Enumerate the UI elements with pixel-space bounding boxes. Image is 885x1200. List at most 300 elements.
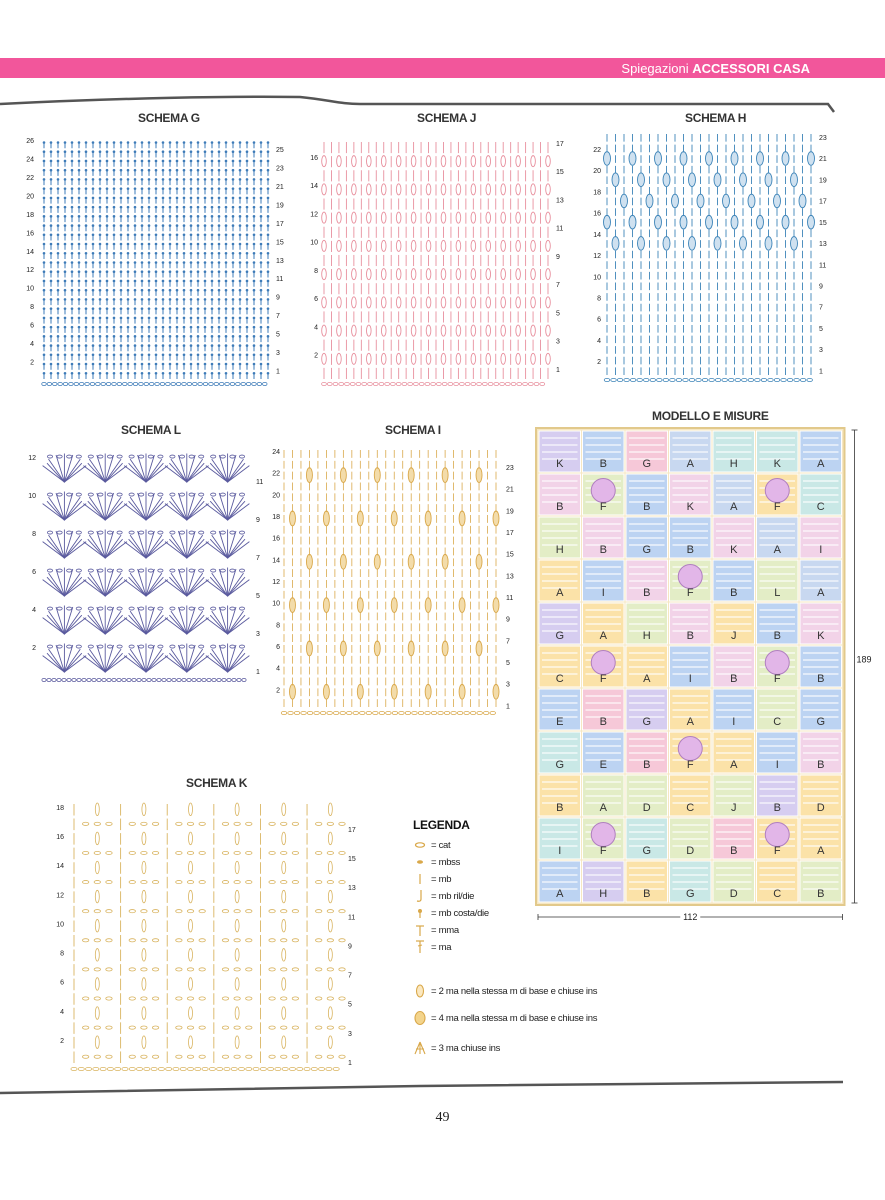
ridge-sc-icon	[413, 906, 429, 920]
motif-letter: D	[642, 802, 651, 814]
motif-letter: C	[773, 716, 782, 728]
motif-letter: H	[555, 544, 564, 556]
schema-g-row-number: 19	[276, 202, 284, 210]
schema-k-row-number: 6	[60, 979, 64, 987]
motif-square	[626, 861, 668, 902]
schema-j-row-number: 4	[314, 324, 318, 332]
schema-l-row-number: 11	[256, 479, 264, 486]
schema-h-row-number: 22	[593, 147, 601, 154]
schema-k-row-number: 16	[56, 834, 64, 842]
legend-label: = mb ril/die	[431, 890, 475, 902]
schema-i-row-number: 11	[506, 595, 514, 602]
motif-square	[626, 560, 668, 601]
motif-letter: B	[773, 802, 781, 814]
schema-k-title: SCHEMA K	[186, 776, 248, 790]
motif-square	[670, 474, 712, 515]
motif-square	[626, 689, 668, 730]
schema-h-row-number: 6	[597, 316, 601, 324]
schema-i-stitches	[284, 450, 499, 707]
schema-i-row-number: 18	[272, 514, 280, 521]
schema-g-title: SCHEMA G	[138, 111, 200, 125]
motif-square	[670, 689, 712, 730]
schema-i-row-number: 15	[506, 551, 514, 559]
legend-label: = mma	[431, 924, 459, 936]
motif-letter: F	[686, 759, 694, 771]
schema-g-row-number: 5	[276, 331, 280, 339]
motif-letter: G	[555, 630, 565, 642]
motif-square	[757, 603, 799, 644]
schema-g-row-number: 20	[26, 193, 34, 201]
single-crochet-icon	[413, 872, 429, 886]
schema-j-row-number: 12	[310, 211, 318, 219]
schema-i-row-number: 23	[506, 465, 514, 472]
schema-h-row-number: 15	[819, 219, 827, 227]
motif-square	[800, 818, 842, 859]
schema-i-chart	[266, 444, 522, 720]
motif-square	[670, 431, 712, 472]
schema-k-row-number: 9	[348, 943, 352, 951]
schema-h-row-number: 19	[819, 177, 827, 185]
motif-square	[626, 646, 668, 687]
schema-g-row-number: 6	[30, 322, 34, 330]
motif-square	[757, 818, 799, 859]
motif-letter: G	[816, 716, 826, 728]
schema-i-row-number: 3	[506, 681, 510, 689]
schema-j-row-number: 17	[556, 141, 564, 148]
cluster-2-icon	[413, 984, 429, 998]
legend-item	[413, 838, 450, 852]
motif-square	[713, 646, 755, 687]
motif-square	[670, 646, 712, 687]
legend-label: = mbss	[431, 856, 461, 868]
schema-l-row-number: 6	[32, 569, 36, 576]
motif-letter: G	[642, 458, 652, 470]
motif-letter: B	[817, 759, 825, 771]
motif-letter: A	[817, 587, 825, 599]
foundation-chain-row	[604, 378, 812, 381]
schema-k-row-number: 8	[60, 950, 64, 958]
schema-h-stitches	[604, 134, 815, 375]
schema-i-row-number: 6	[276, 644, 280, 651]
schema-l-title: SCHEMA L	[121, 423, 181, 437]
motif-letter: C	[773, 888, 782, 900]
motif-letter: G	[555, 759, 565, 771]
motif-square	[713, 732, 755, 773]
schema-k-row-number: 4	[60, 1008, 64, 1016]
motif-letter: I	[558, 845, 562, 857]
motif-letter: D	[816, 802, 825, 814]
section-header: Spiegazioni ACCESSORI CASA	[621, 61, 810, 76]
motif-letter: B	[643, 501, 651, 513]
motif-square	[670, 775, 712, 816]
motif-square	[713, 775, 755, 816]
schema-j-row-number: 1	[556, 366, 560, 374]
motif-letter: A	[730, 501, 738, 513]
cluster-4-icon	[413, 1011, 429, 1025]
schema-h-row-number: 23	[819, 135, 827, 142]
motif-square	[539, 517, 581, 558]
schema-k-row-number: 18	[56, 805, 64, 812]
motif-square	[539, 646, 581, 687]
motif-letter: B	[730, 587, 738, 599]
schema-i-row-number: 9	[506, 616, 510, 624]
schema-l-row-number: 10	[28, 493, 36, 500]
schema-l-stitches	[43, 454, 250, 673]
schema-g-row-number: 15	[276, 239, 284, 247]
motif-square	[583, 689, 625, 730]
cluster-3-icon	[413, 1041, 429, 1055]
legend-label: = mb	[431, 873, 452, 885]
schema-g-row-number: 11	[276, 276, 284, 284]
schema-g-row-number: 10	[26, 285, 34, 293]
motif-square	[670, 818, 712, 859]
motif-letter: D	[729, 888, 738, 900]
motif-square	[539, 560, 581, 601]
schema-g-row-number: 2	[30, 359, 34, 367]
schema-g-row-number: 21	[276, 183, 284, 191]
slip-stitch-icon	[413, 855, 429, 869]
schema-j-row-number: 10	[310, 239, 318, 247]
double-crochet-icon	[413, 940, 429, 954]
motif-square	[757, 431, 799, 472]
motif-letter: B	[730, 845, 738, 857]
motif-square	[626, 474, 668, 515]
motif-letter: I	[601, 587, 605, 599]
schema-l-row-number: 8	[32, 531, 36, 538]
motif-square	[757, 560, 799, 601]
schema-g-row-number: 1	[276, 368, 280, 376]
motif-square	[713, 517, 755, 558]
schema-g-row-number: 24	[26, 156, 34, 164]
motif-square	[626, 732, 668, 773]
chain-icon	[413, 838, 429, 852]
motif-square	[800, 732, 842, 773]
schema-j-row-number: 16	[310, 155, 318, 162]
motif-square	[539, 474, 581, 515]
schema-h-row-number: 10	[593, 274, 601, 282]
motif-square	[800, 861, 842, 902]
schema-i-row-number: 2	[276, 687, 280, 695]
schema-h-row-number: 4	[597, 337, 601, 345]
motif-letter: B	[643, 888, 651, 900]
motif-letter: F	[599, 501, 607, 513]
modello-blanket-diagram	[532, 426, 872, 924]
schema-h-row-number: 21	[819, 156, 827, 164]
legend-item	[413, 872, 451, 886]
schema-h-row-number: 16	[593, 210, 601, 218]
schema-g-row-number: 18	[26, 211, 34, 219]
motif-square	[539, 861, 581, 902]
motif-square	[539, 775, 581, 816]
back-loop-sc-icon	[413, 889, 429, 903]
motif-letter: E	[599, 759, 607, 771]
motif-square	[670, 732, 712, 773]
page-number: 49	[435, 1110, 450, 1125]
motif-letter: B	[556, 802, 564, 814]
schema-i-row-number: 7	[506, 638, 510, 646]
motif-letter: G	[642, 544, 652, 556]
schema-g-row-number: 9	[276, 294, 280, 302]
schema-g-row-number: 23	[276, 165, 284, 173]
schema-h-row-number: 2	[597, 359, 601, 367]
motif-letter: F	[599, 673, 607, 685]
legend-item	[413, 984, 597, 998]
motif-letter: I	[819, 544, 823, 556]
foundation-chain-row	[42, 678, 246, 681]
schema-k-row-number: 10	[56, 921, 64, 929]
schema-j-row-number: 7	[556, 282, 560, 290]
motif-square	[757, 775, 799, 816]
schema-k-row-number: 13	[348, 885, 356, 893]
schema-k-row-number: 1	[348, 1059, 352, 1067]
schema-k-row-number: 17	[348, 827, 356, 834]
motif-square	[626, 431, 668, 472]
motif-letter: K	[730, 544, 738, 556]
schema-g-stitches	[43, 141, 270, 379]
schema-g-row-number: 7	[276, 313, 280, 321]
motif-letter: A	[686, 716, 694, 728]
motif-letter: A	[773, 544, 781, 556]
schema-j-row-number: 6	[314, 296, 318, 304]
motif-letter: H	[642, 630, 651, 642]
motif-letter: J	[731, 630, 737, 642]
motif-letter: A	[599, 630, 607, 642]
motif-square	[539, 732, 581, 773]
half-double-icon	[413, 923, 429, 937]
schema-j-row-number: 2	[314, 352, 318, 360]
schema-l-row-number: 12	[28, 455, 36, 462]
schema-i-row-number: 22	[272, 470, 280, 478]
motif-square	[713, 474, 755, 515]
motif-square	[713, 689, 755, 730]
motif-square	[713, 861, 755, 902]
legend-item	[413, 855, 460, 869]
schema-j-row-number: 3	[556, 338, 560, 346]
motif-square	[583, 646, 625, 687]
motif-letter: B	[643, 759, 651, 771]
schema-i-row-number: 8	[276, 622, 280, 630]
motif-square	[757, 689, 799, 730]
schema-i-row-number: 13	[506, 573, 514, 581]
legend-label: = cat	[431, 839, 451, 851]
motif-square	[757, 646, 799, 687]
motif-square	[626, 603, 668, 644]
motif-letter: G	[685, 888, 695, 900]
foundation-chain-row	[42, 382, 267, 385]
schema-l-chart	[22, 444, 272, 684]
motif-square	[583, 861, 625, 902]
motif-square	[583, 431, 625, 472]
motif-letter: K	[773, 458, 781, 470]
schema-j-row-number: 9	[556, 253, 560, 261]
legend-item	[413, 906, 489, 920]
schema-l-row-number: 7	[256, 555, 260, 562]
motif-square	[670, 861, 712, 902]
motif-square	[713, 560, 755, 601]
motif-square	[583, 517, 625, 558]
motif-square	[539, 689, 581, 730]
foundation-chain-row	[281, 711, 495, 714]
motif-square	[757, 517, 799, 558]
motif-letter: C	[555, 673, 564, 685]
schema-k-row-number: 7	[348, 972, 352, 980]
motif-letter: I	[688, 673, 692, 685]
motif-square	[800, 474, 842, 515]
motif-letter: F	[599, 845, 607, 857]
legend-label: = 4 ma nella stessa m di base e chiuse ins	[431, 1012, 598, 1024]
schema-h-row-number: 1	[819, 368, 823, 376]
motif-letter: A	[599, 802, 607, 814]
motif-letter: B	[730, 673, 738, 685]
motif-letter: H	[599, 888, 608, 900]
foundation-chain-row	[322, 382, 545, 385]
schema-h-row-number: 8	[597, 295, 601, 303]
modello-title: MODELLO E MISURE	[652, 409, 769, 423]
motif-letter: I	[732, 716, 736, 728]
height-label: 189	[856, 654, 872, 665]
schema-j-row-number: 11	[556, 225, 564, 233]
motif-letter: D	[686, 845, 695, 857]
motif-letter: B	[817, 673, 825, 685]
schema-k-row-number: 11	[348, 914, 356, 922]
motif-letter: G	[642, 716, 652, 728]
schema-i-row-number: 17	[506, 530, 514, 537]
schema-h-row-number: 5	[819, 325, 823, 333]
schema-k-row-number: 5	[348, 1001, 352, 1009]
schema-h-row-number: 20	[593, 168, 601, 176]
schema-h-row-number: 11	[819, 262, 827, 270]
motif-letter: K	[817, 630, 825, 642]
schema-l-row-number: 3	[256, 631, 260, 638]
motif-square	[757, 474, 799, 515]
motif-letter: A	[556, 587, 564, 599]
schema-g-row-number: 17	[276, 220, 284, 228]
motif-square	[583, 560, 625, 601]
schema-i-row-number: 19	[506, 508, 514, 516]
schema-l-row-number: 4	[32, 607, 36, 614]
motif-square	[713, 603, 755, 644]
motif-letter: A	[817, 845, 825, 857]
schema-i-row-number: 5	[506, 660, 510, 667]
motif-letter: A	[730, 759, 738, 771]
schema-h-row-number: 3	[819, 347, 823, 355]
schema-j-row-number: 13	[556, 197, 564, 205]
motif-square	[670, 560, 712, 601]
legend-label: = ma	[431, 941, 452, 953]
schema-k-chart	[48, 798, 368, 1074]
motif-square	[757, 861, 799, 902]
legend-item	[413, 1041, 500, 1055]
schema-j-chart	[302, 134, 572, 394]
legend-label: = 3 ma chiuse ins	[431, 1042, 501, 1054]
schema-i-title: SCHEMA I	[385, 423, 441, 437]
schema-g-row-number: 4	[30, 341, 34, 349]
schema-j-row-number: 8	[314, 267, 318, 275]
motif-letter: B	[599, 716, 607, 728]
motif-letter: F	[773, 845, 781, 857]
motif-square	[583, 603, 625, 644]
motif-letter: F	[773, 501, 781, 513]
schema-h-chart	[585, 128, 835, 390]
motif-letter: B	[599, 458, 607, 470]
schema-k-stitches	[74, 803, 345, 1063]
motif-letter: L	[774, 587, 781, 599]
motif-square	[670, 603, 712, 644]
schema-g-row-number: 16	[26, 230, 34, 238]
schema-k-row-number: 12	[56, 892, 64, 900]
schema-l-row-number: 1	[256, 669, 260, 676]
motif-letter: C	[686, 802, 695, 814]
motif-letter: E	[556, 716, 564, 728]
schema-i-row-number: 24	[272, 449, 280, 456]
motif-letter: A	[556, 888, 564, 900]
schema-i-row-number: 16	[272, 535, 280, 543]
schema-k-row-number: 14	[56, 863, 64, 871]
legend-item	[413, 940, 451, 954]
motif-square	[800, 517, 842, 558]
schema-g-row-number: 26	[26, 138, 34, 145]
schema-h-row-number: 14	[593, 231, 601, 239]
schema-g-row-number: 14	[26, 248, 34, 256]
schema-i-row-number: 20	[272, 492, 280, 500]
motif-square	[713, 818, 755, 859]
schema-j-stitches	[322, 142, 551, 379]
motif-letter: B	[817, 888, 825, 900]
schema-g-row-number: 3	[276, 350, 280, 358]
motif-letter: A	[643, 673, 651, 685]
motif-square	[800, 603, 842, 644]
motif-square	[800, 431, 842, 472]
motif-letter: K	[686, 501, 694, 513]
legend-label: = mb costa/die	[431, 907, 489, 919]
legend-label: = 2 ma nella stessa m di base e chiuse ins	[431, 985, 598, 997]
schema-l-row-number: 9	[256, 517, 260, 524]
legend-item	[413, 889, 474, 903]
schema-g-row-number: 22	[26, 174, 34, 182]
motif-square	[713, 431, 755, 472]
schema-g-row-number: 12	[26, 267, 34, 275]
motif-square	[800, 646, 842, 687]
motif-letter: C	[816, 501, 825, 513]
schema-g-row-number: 13	[276, 257, 284, 265]
width-label: 112	[683, 912, 698, 922]
schema-g-chart	[22, 134, 292, 394]
schema-i-row-number: 4	[276, 665, 280, 673]
motif-letter: J	[731, 802, 737, 814]
motif-square	[626, 818, 668, 859]
schema-g-row-number: 8	[30, 304, 34, 312]
schema-h-row-number: 12	[593, 253, 601, 261]
motif-letter: A	[817, 458, 825, 470]
motif-square	[800, 689, 842, 730]
legend-item	[413, 923, 459, 937]
motif-letter: B	[643, 587, 651, 599]
schema-k-row-number: 15	[348, 856, 356, 864]
motif-square	[626, 775, 668, 816]
motif-letter: A	[686, 458, 694, 470]
motif-square	[539, 818, 581, 859]
schema-i-row-number: 21	[506, 486, 514, 494]
schema-l-row-number: 5	[256, 593, 260, 600]
motif-letter: G	[642, 845, 652, 857]
schema-h-row-number: 13	[819, 241, 827, 249]
schema-j-row-number: 15	[556, 169, 564, 177]
motif-square	[583, 732, 625, 773]
schema-i-row-number: 10	[272, 600, 280, 608]
motif-square	[583, 818, 625, 859]
motif-letter: K	[556, 458, 564, 470]
schema-i-row-number: 12	[272, 579, 280, 586]
